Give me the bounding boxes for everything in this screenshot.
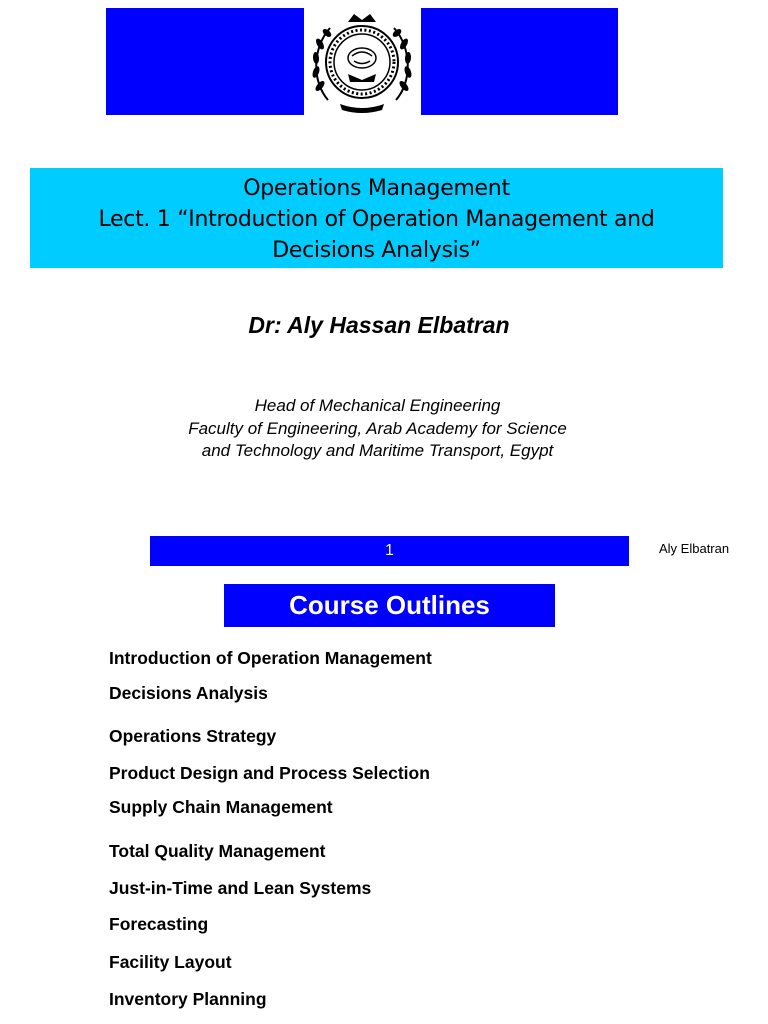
outline-item: Product Design and Process Selection [109,763,430,783]
author-name: Dr: Aly Hassan Elbatran [248,312,510,338]
header-blue-block-left [106,8,304,115]
course-title: Operations Management [243,176,510,201]
outline-item: Facility Layout [109,952,232,972]
outline-item: Forecasting [109,914,209,934]
lecture-title-box [30,168,723,268]
outline-item: Decisions Analysis [109,683,268,703]
outline-item: Supply Chain Management [109,797,333,817]
affiliation-line: Head of Mechanical Engineering [254,396,501,415]
author-affiliation [0,395,755,463]
outline-item: Inventory Planning [109,989,267,1009]
outline-item: Total Quality Management [109,841,326,861]
footer-author: Aly Elbatran [659,541,730,556]
affiliation-line: and Technology and Maritime Transport, Egypt [201,441,554,460]
course-outlines-heading: Course Outlines [224,584,555,627]
page-number-bar: 1 [150,536,629,566]
affiliation-line: Faculty of Engineering, Arab Academy for Science [188,418,567,438]
outline-item: Just-in-Time and Lean Systems [109,878,372,898]
outline-item: Operations Strategy [109,726,277,746]
academy-seal-icon [306,8,418,118]
lecture-title-line: Decisions Analysis” [272,238,481,263]
outline-item: Introduction of Operation Management [109,648,432,668]
lecture-title-line: Lect. 1 “Introduction of Operation Management and [98,207,655,232]
header-blue-block-right [421,8,618,115]
